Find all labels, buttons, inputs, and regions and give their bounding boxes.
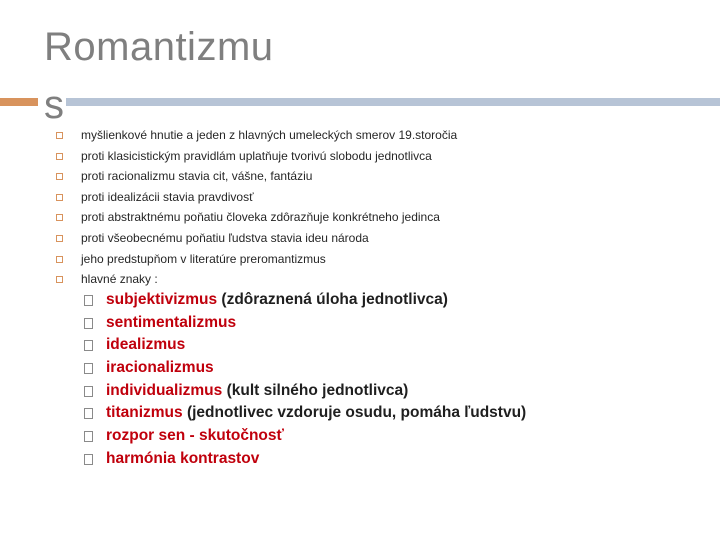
list-item-text: proti racionalizmu stavia cit, vášne, fantáziu	[81, 169, 313, 184]
list-item	[52, 249, 457, 270]
list-item	[52, 228, 457, 249]
feature-note: (zdôraznená úloha jednotlivca)	[217, 291, 448, 308]
feature-term: harmónia kontrastov	[106, 449, 260, 467]
square-bullet-icon	[56, 256, 63, 263]
feature-item	[84, 357, 526, 380]
list-item-text: proti idealizácii stavia pravdivosť	[81, 189, 254, 204]
feature-term: sentimentalizmus	[106, 313, 237, 331]
list-item	[52, 146, 457, 167]
feature-item	[84, 334, 526, 357]
box-bullet-icon	[84, 295, 93, 306]
feature-item	[84, 402, 526, 425]
feature-item	[84, 312, 526, 335]
box-bullet-icon	[84, 431, 93, 442]
box-bullet-icon	[84, 454, 93, 465]
feature-item	[84, 425, 526, 448]
list-item	[52, 187, 457, 208]
square-bullet-icon	[56, 276, 63, 283]
list-item-text: proti všeobecnému poňatiu ľudstva stavia ideu národa	[81, 230, 369, 245]
box-bullet-icon	[84, 363, 93, 374]
square-bullet-icon	[56, 153, 63, 160]
box-bullet-icon	[84, 318, 93, 329]
square-bullet-icon	[56, 194, 63, 201]
square-bullet-icon	[56, 214, 63, 221]
list-item-text: hlavné znaky :	[81, 272, 158, 287]
square-bullet-icon	[56, 235, 63, 242]
feature-term: subjektivizmus	[106, 291, 218, 308]
feature-term: rozpor sen - skutočnosť	[106, 427, 284, 445]
feature-term: iracionalizmus	[106, 359, 214, 377]
feature-term: titanizmus	[106, 404, 183, 422]
feature-note: (jednotlivec vzdoruje osudu, pomáha ľudstvu)	[182, 404, 527, 422]
title-rule-accent	[0, 98, 38, 106]
feature-list	[84, 289, 526, 471]
feature-term: idealizmus	[106, 336, 186, 354]
list-item-text: jeho predstupňom v literatúre preromantizmus	[81, 251, 326, 266]
list-item	[52, 166, 457, 187]
list-item	[52, 269, 457, 290]
list-item	[52, 125, 457, 146]
feature-item	[84, 380, 526, 403]
feature-note: (kult silného jednotlivca)	[222, 381, 409, 399]
list-item-text: myšlienkové hnutie a jeden z hlavných umeleckých smerov 19.storočia	[81, 128, 458, 142]
square-bullet-icon	[56, 132, 63, 139]
feature-term: individualizmus	[106, 381, 223, 399]
bullet-list	[52, 125, 457, 290]
title-rule	[66, 98, 720, 106]
slide-title: Romantizmu s	[44, 25, 274, 127]
square-bullet-icon	[56, 173, 63, 180]
box-bullet-icon	[84, 408, 93, 419]
box-bullet-icon	[84, 340, 93, 351]
box-bullet-icon	[84, 386, 93, 397]
feature-item	[84, 448, 526, 471]
list-item-text: proti klasicistickým pravidlám uplatňuje tvorivú slobodu jednotlivca	[81, 148, 432, 163]
feature-item	[84, 289, 526, 312]
list-item-text: proti abstraktnému poňatiu človeka zdôrazňuje konkrétneho jedinca	[81, 210, 440, 225]
list-item	[52, 207, 457, 228]
